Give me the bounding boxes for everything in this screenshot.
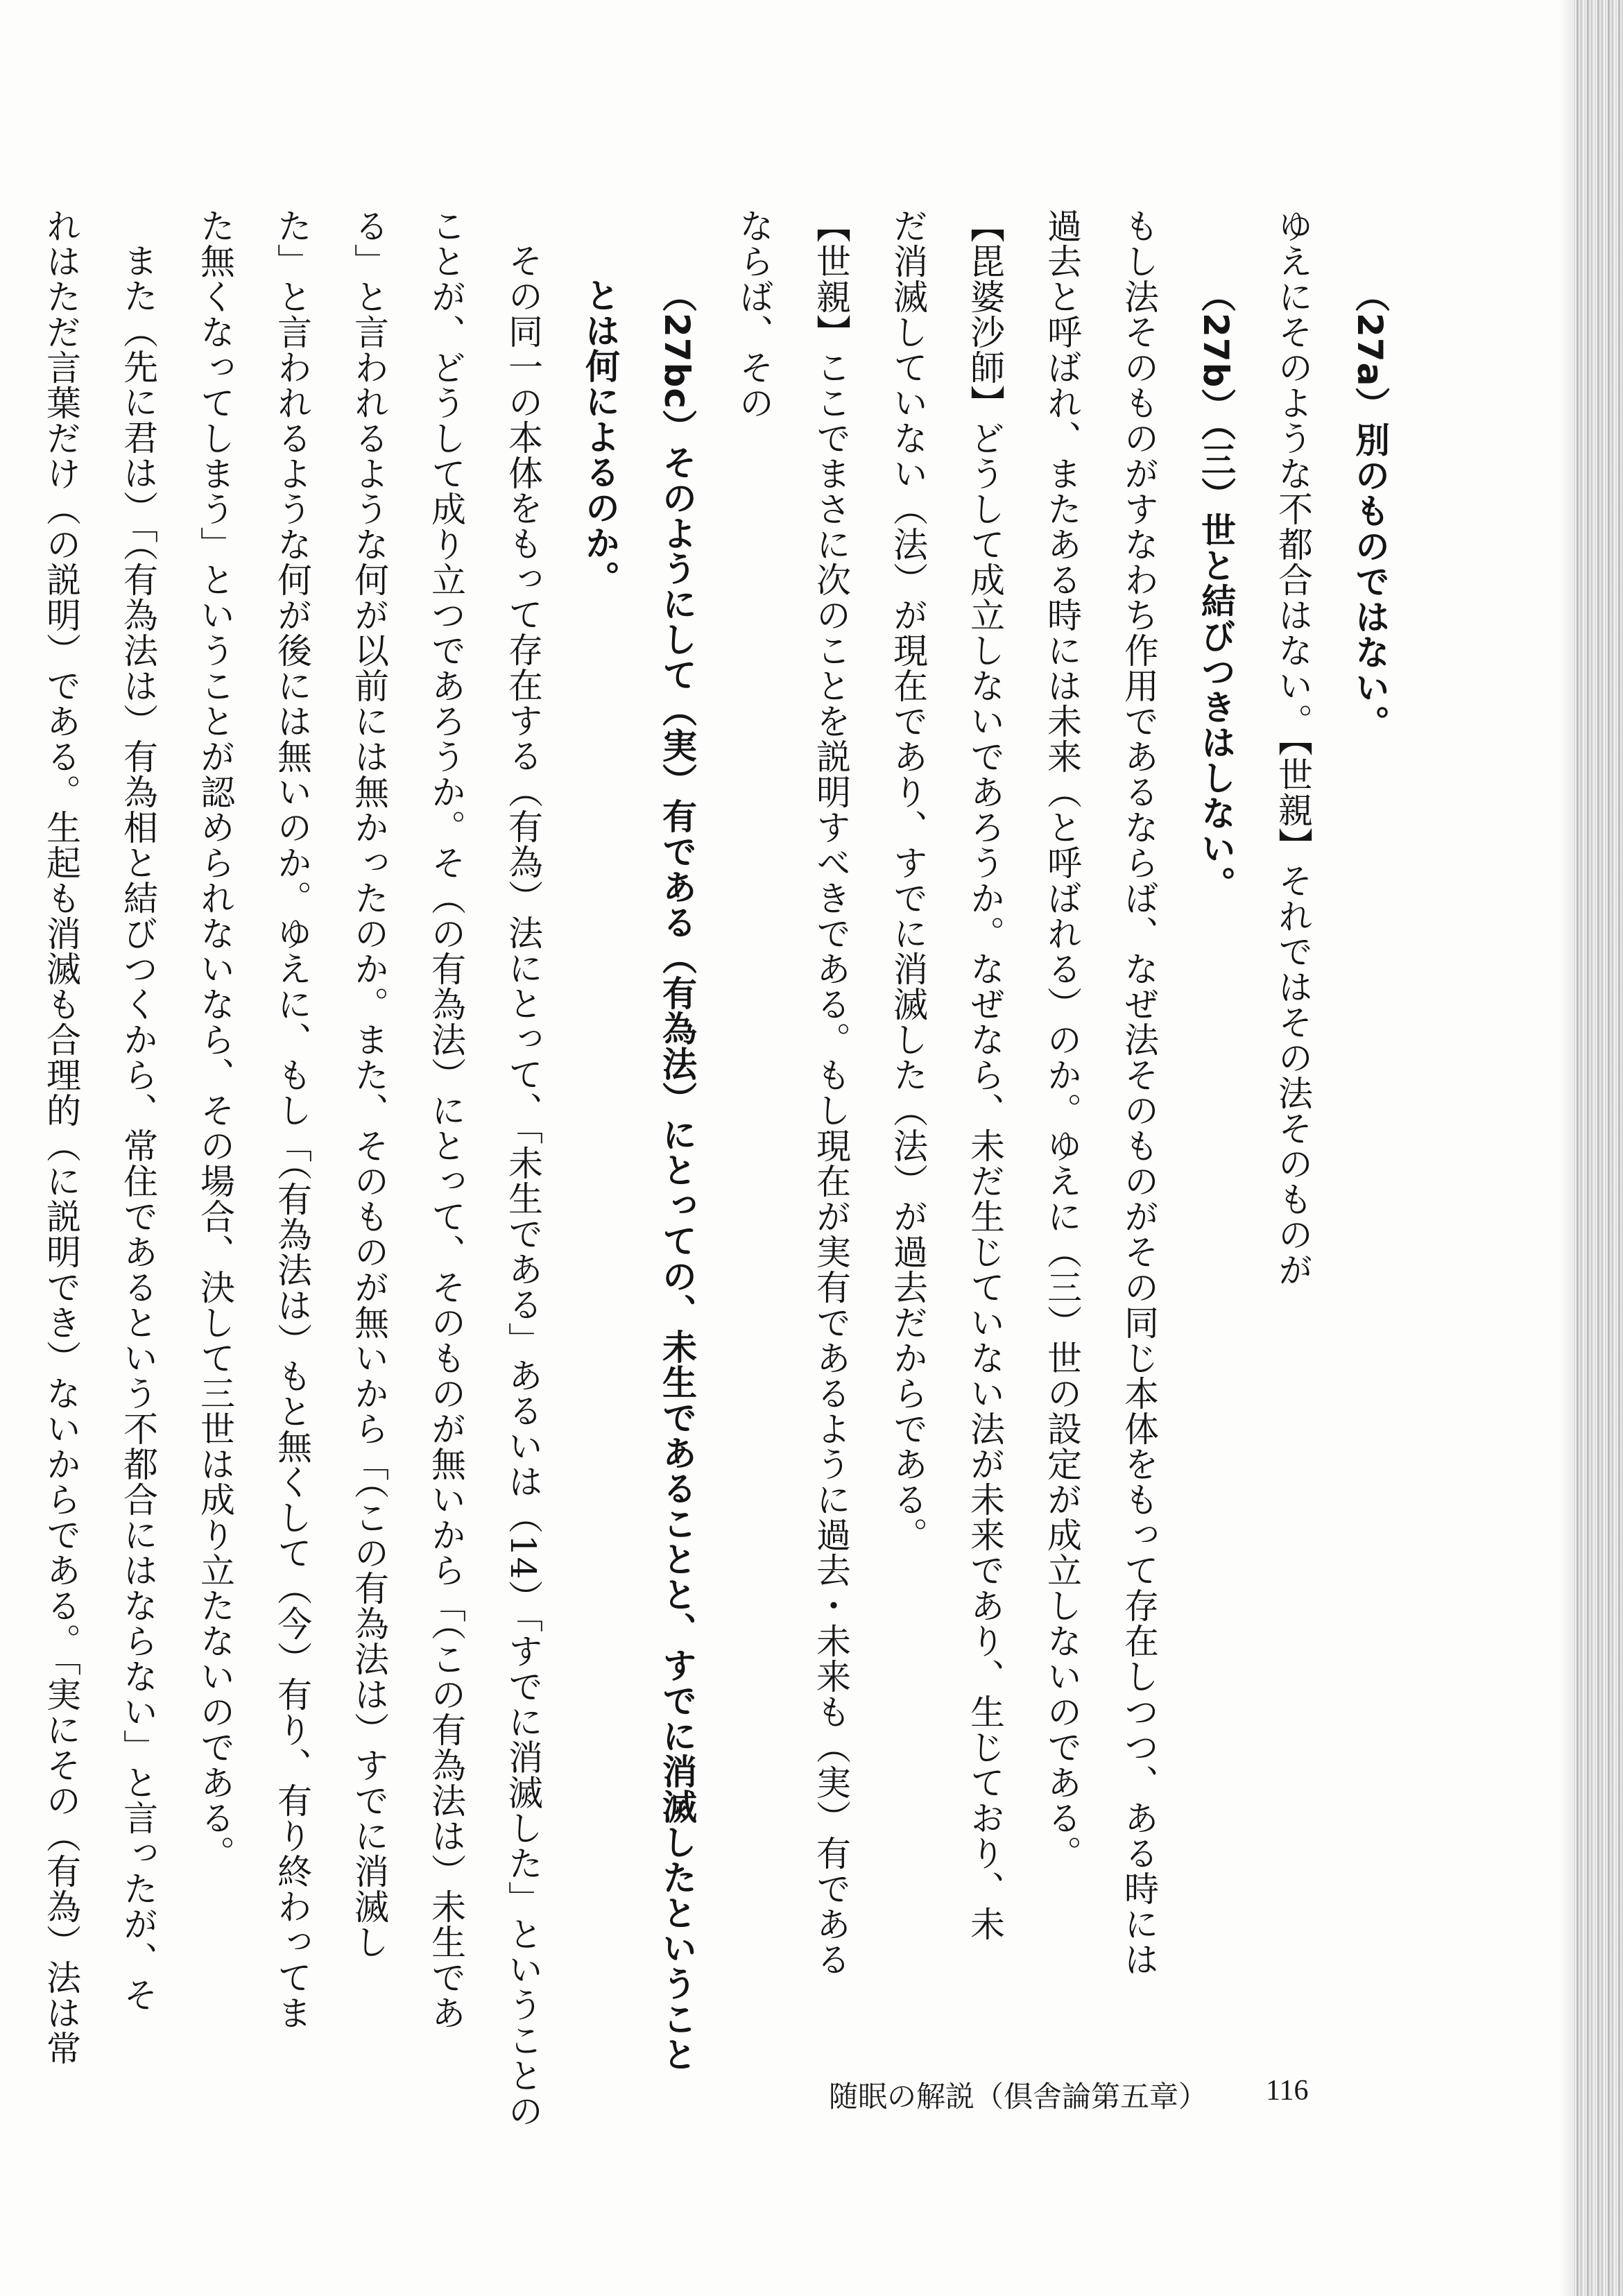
page-number: 116 <box>1266 2075 1309 2107</box>
text-line: ゆえにそのような不都合はない。【世親】それではその法そのものが <box>1273 208 1313 1287</box>
book-binding-edge <box>1573 0 1623 2296</box>
heading-27b: （27b）（三）世と結びつきはしない。 <box>1196 277 1236 902</box>
binding-shadow <box>1559 0 1573 2296</box>
book-title-footer: 随眠の解説（倶舎論第五章） <box>829 2080 1208 2114</box>
text-line: また（先に君は）「（有為法は）有為相と結びつくから、常住であるという不都合にはならない」と言ったが、そ <box>118 243 158 2012</box>
text-line: 【毘婆沙師】どうして成立しないであろうか。なぜなら、未だ生じていない法が未来であり、生じており、未 <box>965 208 1005 1942</box>
text-line: だ消滅していない（法）が現在であり、すでに消滅した（法）が過去だからである。 <box>888 208 928 1552</box>
text-line: 【世親】ここでまさに次のことを説明すべきである。もし現在が実有であるように過去・未来も（実）有である <box>811 208 851 1977</box>
heading-27a: （27a）別のものではない。 <box>1350 277 1390 741</box>
text-line: れはただ言葉だけ（の説明）である。生起も消滅も合理的（に説明でき）ないからである。「実にその（有為）法は常 <box>41 208 81 2066</box>
running-footer <box>829 2074 1208 2116</box>
text-line: る」と言われるような何が以前には無かったのか。また、そのものが無いから「（この有為法は）すでに消滅し <box>349 208 389 1960</box>
text-line: 過去と呼ばれ、またある時には未来（と呼ばれる）のか。ゆえに（三）世の設定が成立しないのである。 <box>1042 208 1082 1871</box>
text-line: もし法そのものがすなわち作用であるならば、なぜ法そのものがその同じ本体をもって存在しつつ、ある時には <box>1119 208 1159 1977</box>
heading-27bc-continued: とは何によるのか。 <box>580 277 620 596</box>
text-line: た無くなってしまう」ということが認められないなら、その場合、決して三世は成り立たないのである。 <box>195 208 235 1871</box>
text-line: ことが、どうして成り立つであろうか。そ（の有為法）にとって、そのものが無いから「（この有為法は）未生であ <box>426 208 466 2030</box>
text-line: た」と言われるような何が後には無いのか。ゆえに、もし「（有為法は）もと無くして（今）有り、有り終わってま <box>272 208 312 2030</box>
text-line: その同一の本体をもって存在する（有為）法にとって、「未生である」あるいは（14）「すでに消滅した」ということの <box>503 243 543 2129</box>
heading-27bc: （27bc）そのようにして（実）有である（有為法）にとっての、未生であることと、すでに消滅したということ <box>657 277 697 2073</box>
text-line: ならば、その <box>734 208 774 420</box>
